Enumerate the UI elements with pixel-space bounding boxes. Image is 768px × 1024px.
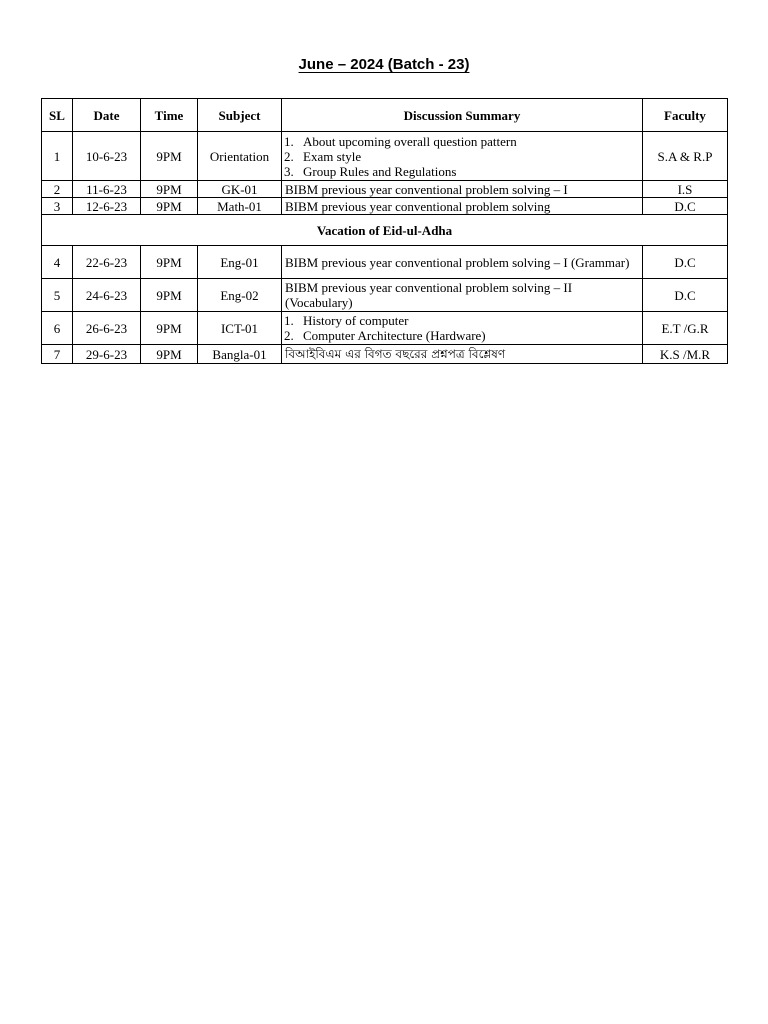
cell-sl: 7 (42, 345, 73, 364)
cell-sl: 6 (42, 312, 73, 345)
header-summary: Discussion Summary (282, 99, 643, 132)
cell-faculty: E.T /G.R (643, 312, 728, 345)
cell-faculty: D.C (643, 246, 728, 279)
cell-date: 29-6-23 (73, 345, 141, 364)
cell-date: 26-6-23 (73, 312, 141, 345)
cell-time: 9PM (141, 312, 198, 345)
list-number: 1. (284, 133, 294, 149)
cell-subject: Orientation (198, 132, 282, 181)
summary-list-item (284, 313, 639, 328)
table-row (42, 132, 728, 181)
cell-sl: 1 (42, 132, 73, 181)
table-header (42, 99, 728, 132)
cell-summary: BIBM previous year conventional problem solving (282, 198, 643, 215)
header-time: Time (141, 99, 198, 132)
cell-time: 9PM (141, 181, 198, 198)
header-faculty: Faculty (643, 99, 728, 132)
table-body (42, 132, 728, 364)
table-row (42, 312, 728, 345)
cell-faculty: K.S /M.R (643, 345, 728, 364)
table-row (42, 198, 728, 215)
list-number: 3. (284, 163, 294, 179)
summary-list-item (284, 134, 639, 149)
table-row (42, 181, 728, 198)
cell-subject: ICT-01 (198, 312, 282, 345)
cell-date: 12-6-23 (73, 198, 141, 215)
cell-faculty: D.C (643, 198, 728, 215)
cell-faculty: S.A & R.P (643, 132, 728, 181)
cell-summary: BIBM previous year conventional problem solving – I (282, 181, 643, 198)
list-text: Group Rules and Regulations (303, 163, 457, 179)
list-text: History of computer (303, 313, 409, 328)
summary-list-item (284, 328, 639, 343)
document-title-text: June – 2024 (Batch - 23) (298, 56, 470, 73)
schedule-table (41, 98, 728, 364)
cell-time: 9PM (141, 132, 198, 181)
cell-date: 22-6-23 (73, 246, 141, 279)
table-row (42, 246, 728, 279)
cell-sl: 3 (42, 198, 73, 215)
summary-list-item (284, 149, 639, 164)
cell-faculty: D.C (643, 279, 728, 312)
list-text: Exam style (303, 148, 362, 164)
list-number: 2. (284, 148, 294, 164)
header-subject: Subject (198, 99, 282, 132)
cell-date: 11-6-23 (73, 181, 141, 198)
cell-time: 9PM (141, 345, 198, 364)
cell-sl: 4 (42, 246, 73, 279)
cell-summary: BIBM previous year conventional problem solving – I (Grammar) (282, 246, 643, 279)
list-number: 2. (284, 328, 294, 343)
cell-date: 10-6-23 (73, 132, 141, 181)
cell-subject: Eng-01 (198, 246, 282, 279)
section-break-label: Vacation of Eid-ul-Adha (42, 215, 728, 246)
cell-subject: Bangla-01 (198, 345, 282, 364)
cell-summary (282, 132, 643, 181)
header-date: Date (73, 99, 141, 132)
cell-date: 24-6-23 (73, 279, 141, 312)
cell-faculty: I.S (643, 181, 728, 198)
list-text: About upcoming overall question pattern (303, 133, 517, 149)
cell-time: 9PM (141, 246, 198, 279)
cell-subject: Eng-02 (198, 279, 282, 312)
summary-list-item (284, 164, 639, 179)
document-title (0, 56, 768, 73)
cell-summary (282, 312, 643, 345)
cell-subject: Math-01 (198, 198, 282, 215)
cell-sl: 5 (42, 279, 73, 312)
cell-time: 9PM (141, 198, 198, 215)
cell-time: 9PM (141, 279, 198, 312)
list-number: 1. (284, 313, 294, 328)
section-break-row (42, 215, 728, 246)
list-text: Computer Architecture (Hardware) (303, 328, 486, 343)
cell-summary: বিআইবিএম এর বিগত বছরের প্রশ্নপত্র বিশ্লেষণ (282, 345, 643, 364)
cell-subject: GK-01 (198, 181, 282, 198)
cell-sl: 2 (42, 181, 73, 198)
header-row (42, 99, 728, 132)
table-row (42, 345, 728, 364)
header-sl: SL (42, 99, 73, 132)
cell-summary: BIBM previous year conventional problem solving – II (Vocabulary) (282, 279, 643, 312)
table-row (42, 279, 728, 312)
